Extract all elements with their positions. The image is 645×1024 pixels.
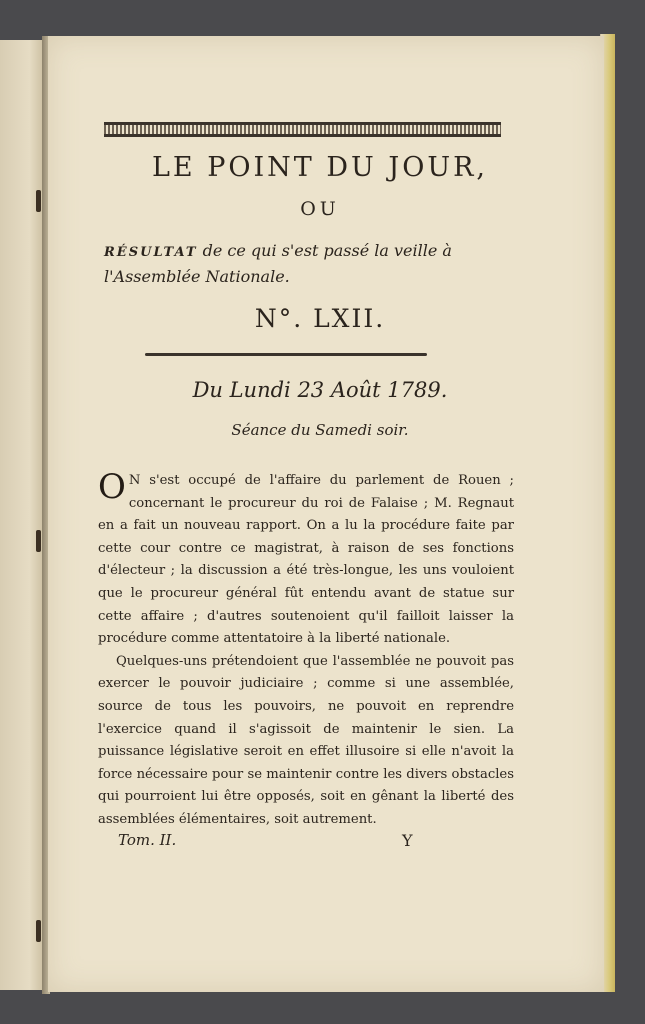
page-title: LE POINT DU JOUR, (151, 152, 489, 183)
subtitle (104, 239, 524, 289)
divider-rule (145, 353, 427, 356)
left-page (0, 40, 44, 990)
binding-mark (36, 530, 41, 552)
issue-number: N°. LXII. (254, 304, 386, 333)
ornamental-rule-top (104, 122, 501, 137)
article-body (98, 467, 514, 832)
paragraph-text: N s'est occupé de l'affaire du parlement de Rouen ; concernant le procureur du roi de Falaise ; M. Regnaut en a fait un nouveau rapport. On a lu la procédure faite par cette cour contre ce magistrat, à raison de ses fonctions d'électeur ; la discussion a été très-longue, les uns vouloient que le procureur général fût entendu avant de statue sur cette affaire ; d'autres soutenoient qu'il failloit laisser la procédure comme attentatoire à la liberté nationale. (98, 473, 514, 647)
title-conjunction: OU (300, 198, 340, 220)
subtitle-caps: RÉSULTAT (104, 245, 198, 260)
volume-marker: Tom. II. (118, 831, 177, 849)
signature-mark: Y (402, 831, 413, 850)
issue-date: Du Lundi 23 Août 1789. (192, 378, 448, 402)
subtitle-line2: l'Assemblée Nationale. (104, 267, 290, 286)
subtitle-rest: de ce qui s'est passé la veille à (197, 241, 452, 260)
paragraph (98, 467, 514, 651)
binding-mark (36, 920, 41, 942)
session-heading: Séance du Samedi soir. (231, 421, 409, 439)
drop-cap: O (98, 467, 126, 507)
binding-mark (36, 190, 41, 212)
paragraph: Quelques-uns prétendoient que l'assemblée ne pouvoit pas exercer le pouvoir judiciaire ; comme si une assemblée, source de tous les pouvoirs, ne pouvoit en reprendre l'exercice quand il s'agissoit de maintenir le sien. La puissance législative seroit en effet illusoire si elle n'avoit la force nécessaire pour se maintenir contre les divers obstacles qui pourroient lui être opposés, soit en gênant la liberté des assemblées élémentaires, soit autrement. (98, 653, 514, 827)
